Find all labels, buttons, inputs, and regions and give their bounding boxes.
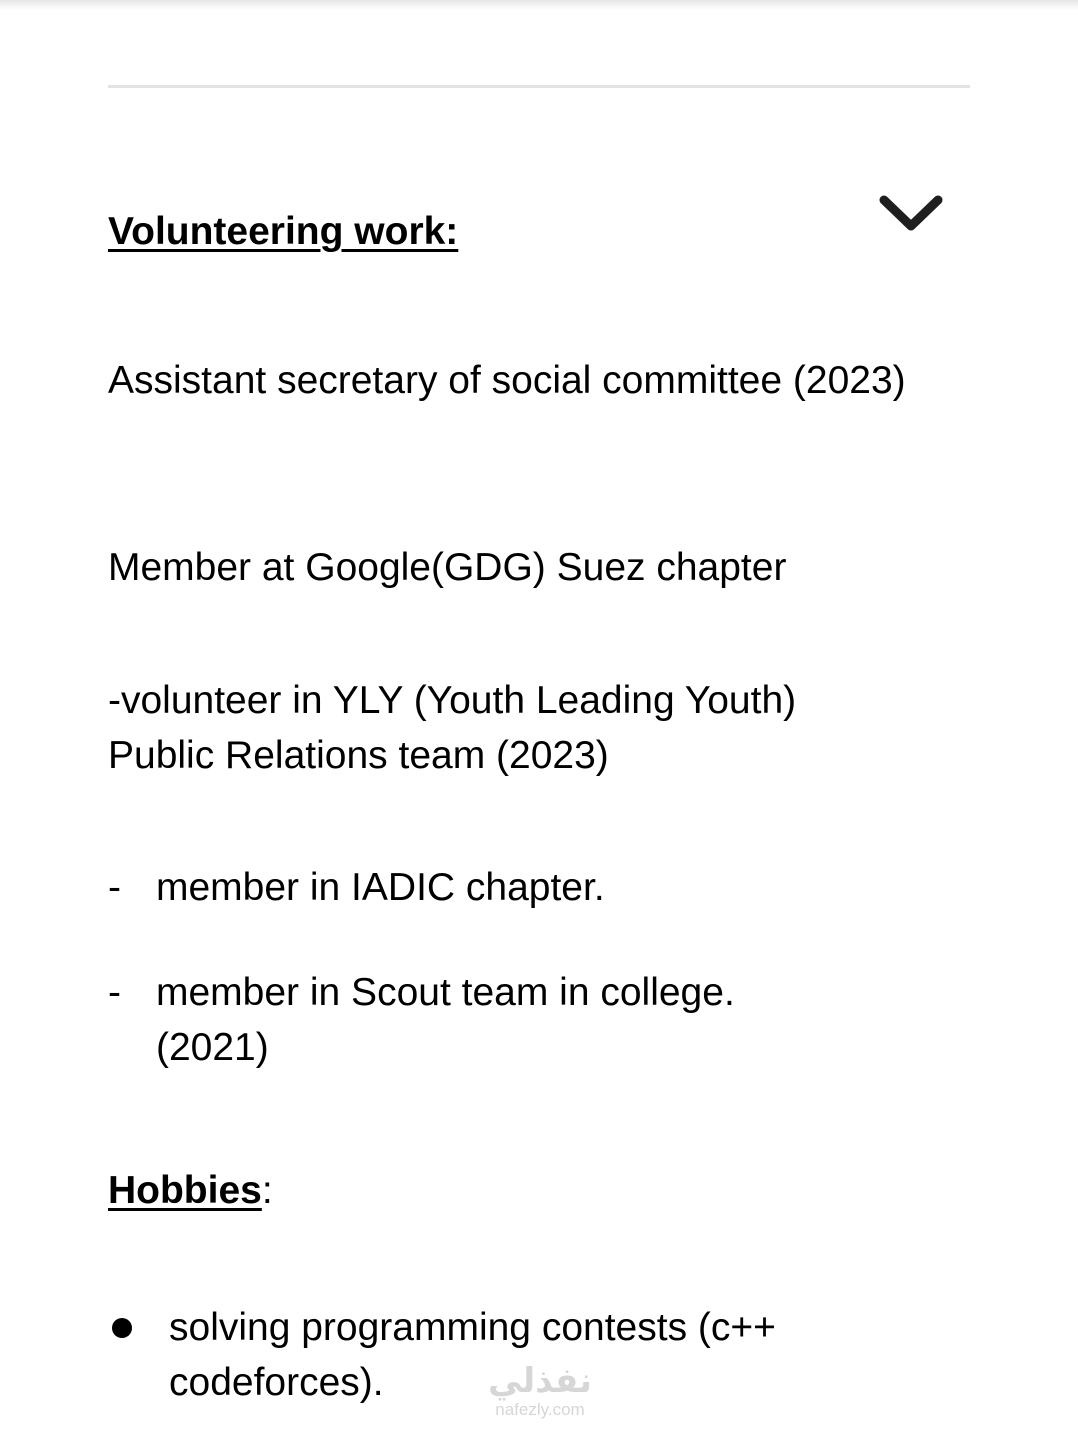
top-shadow	[0, 0, 1078, 10]
watermark	[470, 1362, 610, 1420]
watermark-arabic: نفذلي	[487, 1361, 593, 1401]
yly-line-2: Public Relations team (2023)	[108, 734, 609, 777]
dash-mark: -	[108, 971, 121, 1014]
bullet-text: solving programming contests (c++ codeforces).	[169, 1306, 776, 1404]
volunteering-item-gdg: Member at Google(GDG) Suez chapter	[108, 546, 787, 589]
volunteering-item-assistant-secretary: Assistant secretary of social committee (2023)	[108, 359, 906, 402]
yly-line-1: -volunteer in YLY (Youth Leading Youth)	[108, 679, 797, 722]
dash-item-text: member in Scout team in college. (2021)	[156, 971, 735, 1069]
watermark-latin: nafezly.com	[495, 1400, 585, 1419]
hobbies-heading: Hobbies:	[108, 1169, 273, 1212]
chevron-down-icon[interactable]	[872, 180, 950, 240]
bullet-dot	[112, 1318, 132, 1338]
dash-item-text: member in IADIC chapter.	[156, 866, 605, 909]
divider	[108, 85, 970, 88]
volunteering-item-yly	[108, 673, 908, 783]
volunteering-heading: Volunteering work:	[108, 210, 459, 253]
dash-mark: -	[108, 866, 121, 909]
